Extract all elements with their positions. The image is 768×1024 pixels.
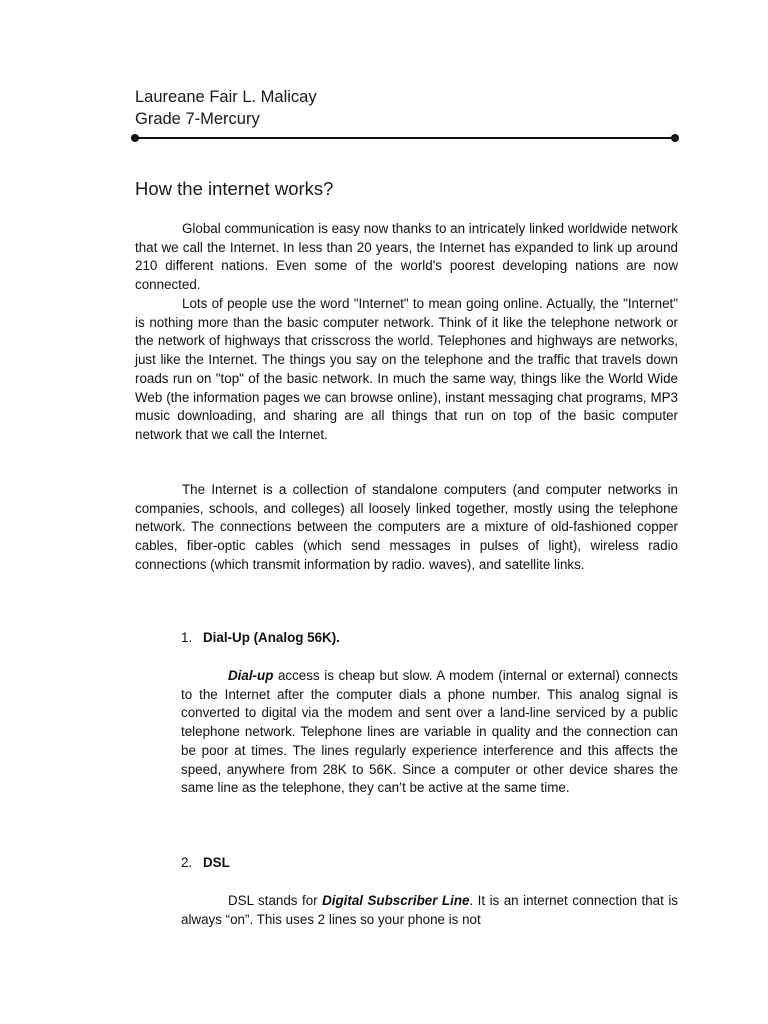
divider-dot-right [671,134,679,142]
dsl-text: . It is an internet connection that is always “on”. This uses 2 lines so your phone is not [181,893,678,927]
dsl-pre-text: DSL stands for [228,893,323,908]
section-heading-dialup [181,630,340,645]
header-divider [135,137,675,139]
dialup-text: access is cheap but slow. A modem (internal or external) connects to the Internet after the computer dials a phone number. This analog signal is converted to digital via the modem and sent over a land-line serviced by a public telephone network. Telephone lines are variable in quality and the connection can be poor at times. The lines regularly experience interference and this affects the speed, anywhere from 28K to 56K. Since a computer or other device shares the same line as the telephone, they can’t be active at the same time. [181,668,678,796]
paragraph-3: The Internet is a collection of standalone computers (and computer networks in companies, schools, and colleges) all loosely linked together, mostly using the telephone network. The connections between the computers are a mixture of old-fashioned copper cables, fiber-optic cables (which send messages in pulses of light), wireless radio connections (which transmit information by radio. waves), and satellite links. [135,482,678,572]
author-name: Laureane Fair L. Malicay [135,88,317,106]
section-number: 1. [181,630,193,645]
grade-section: Grade 7-Mercury [135,110,260,128]
dsl-lead-term: Digital Subscriber Line [322,893,470,908]
section-number: 2. [181,855,193,870]
dialup-lead-term: Dial-up [228,668,274,683]
section-body-dialup [181,667,678,798]
section-heading-dsl [181,855,230,870]
paragraph-1: Global communication is easy now thanks to an intricately linked worldwide network that we call the Internet. In less than 20 years, the Internet has expanded to link up around 210 different nations. Even some of the world's poorest developing nations are now connected. [135,221,678,293]
section-heading-text: DSL [203,855,230,870]
document-title: How the internet works? [135,178,334,199]
section-body-dsl [181,892,678,929]
section-heading-text: Dial-Up (Analog 56K). [203,630,340,645]
divider-dot-left [131,134,139,142]
paragraph-2: Lots of people use the word "Internet" to mean going online. Actually, the "Internet" is nothing more than the basic computer network. Think of it like the telephone network or the network of highways that crisscross the world. Telephones and highways are networks, just like the Internet. The things you say on the telephone and the traffic that travels down roads run on "top" of the basic network. In much the same way, things like the World Wide Web (the information pages we can browse online), instant messaging chat programs, MP3 music downloading, and sharing are all things that run on top of the basic computer network that we call the Internet. [135,296,678,442]
